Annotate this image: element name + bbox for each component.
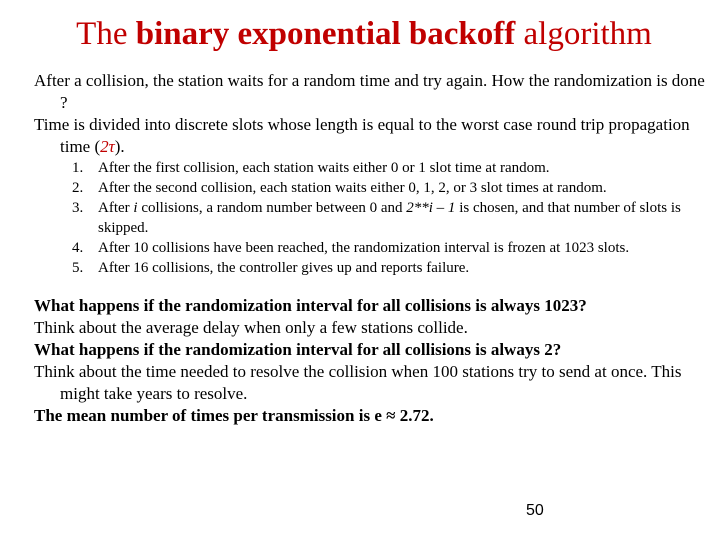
answer-2: Think about the time needed to resolve the collision when 100 stations try to send at once. This might take years to resolve.	[34, 362, 682, 403]
intro-paragraph-2: Time is divided into discrete slots whose length is equal to the worst case round trip propagation time (2τ).	[34, 115, 690, 156]
list-item: 5. After 16 collisions, the controller gives up and reports failure.	[72, 260, 470, 276]
page-number: 50	[526, 502, 544, 519]
question-2: What happens if the randomization interval for all collisions is always 2?	[34, 340, 562, 359]
tau-expression: 2τ	[100, 137, 115, 156]
title-bold: binary exponential backoff	[135, 16, 516, 52]
conclusion: The mean number of times per transmission is e ≈ 2.72.	[34, 406, 434, 425]
steps-list	[34, 158, 714, 278]
intro-paragraph-1: After a collision, the station waits for a random time and try again. How the randomization is done ?	[34, 71, 705, 112]
list-item: 3. After i collisions, a random number between 0 and 2**i – 1 is chosen, and that number of slots is skipped.	[72, 200, 681, 236]
list-item: 2. After the second collision, each station waits either 0, 1, 2, or 3 slot times at random.	[72, 180, 607, 196]
question-1: What happens if the randomization interval for all collisions is always 1023?	[34, 296, 587, 315]
slide-body	[34, 70, 714, 427]
answer-1: Think about the average delay when only a few stations collide.	[34, 318, 468, 337]
list-item: 4. After 10 collisions have been reached, the randomization interval is frozen at 1023 slots.	[72, 240, 630, 256]
slide-title: The binary exponential backoff algorithm	[76, 16, 652, 52]
list-item: 1. After the first collision, each station waits either 0 or 1 slot time at random.	[72, 160, 550, 176]
